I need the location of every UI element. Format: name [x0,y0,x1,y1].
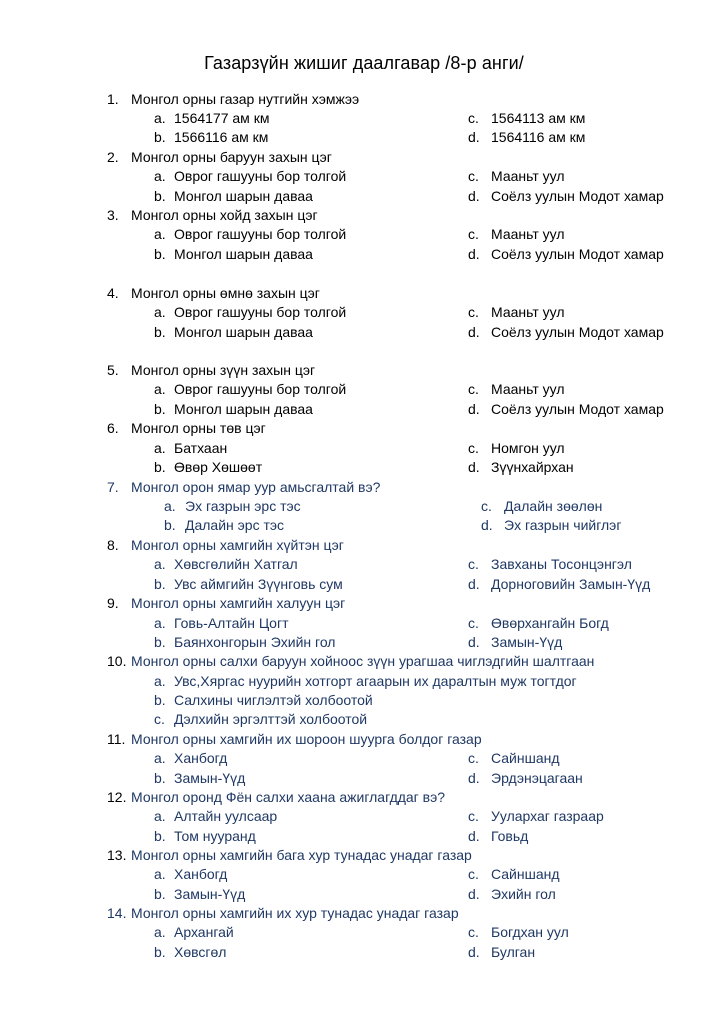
question-text: Монгол орны хамгийн хүйтэн цэг [131,537,344,553]
option-text: Дэлхийн эргэлттэй холбоотой [174,711,368,727]
option-text: Эхийн гол [491,886,556,902]
question-1 [0,91,728,111]
question-text: Монгол орны төв цэг [131,420,266,436]
option-text: Далайн эрс тэс [185,517,285,533]
option-letter: a. [154,556,166,572]
option-row [0,924,728,944]
option-letter: c. [468,226,479,242]
option-letter: d. [468,886,480,902]
option-text: Увс аймгийн Зүүнговь сум [174,576,343,592]
option-letter: c. [468,808,479,824]
option-letter: b. [154,401,166,417]
option-text: Архангай [174,924,234,940]
question-number: 5. [107,362,119,378]
question-number: 7. [107,479,119,495]
option-text: 1564177 ам км [174,110,270,126]
question-text: Монгол орны зүүн захын цэг [131,362,316,378]
question-number: 1. [107,91,119,107]
question-text: Монгол оронд Фён салхи хаана ажиглагддаг вэ? [131,789,446,805]
option-row [0,188,728,208]
option-letter: c. [481,498,492,514]
question-text: Монгол орны хойд захын цэг [131,207,318,223]
option-text: Эх газрын эрс тэс [185,498,301,514]
option-text: Алтайн уулсаар [174,808,278,824]
question-text: Монгол орны хамгийн бага хур тунадас унадаг газар [131,847,472,863]
option-text: Соёлз уулын Модот хамар [491,401,664,417]
option-row [0,440,728,460]
question-number: 14. [107,905,127,921]
question-7 [0,479,728,499]
option-row [0,556,728,576]
question-11 [0,731,728,751]
option-text: Мааньт уул [491,226,565,242]
option-text: 1566116 ам км [174,129,269,145]
option-text: Монгол шарын даваа [174,246,313,262]
option-letter: b. [154,129,166,145]
option-row [0,246,728,266]
option-text: Монгол шарын даваа [174,401,313,417]
question-text: Монгол орны өмнө захын цэг [131,285,320,301]
question-4 [0,285,728,305]
option-letter: d. [468,634,480,650]
question-text: Монгол орны газар нутгийн хэмжээ [131,91,360,107]
question-5 [0,362,728,382]
option-letter: c. [468,615,479,631]
option-text: Соёлз уулын Модот хамар [491,246,664,262]
option-letter: c. [468,866,479,882]
option-row [0,381,728,401]
question-number: 6. [107,420,119,436]
option-text: Монгол шарын даваа [174,188,313,204]
option-letter: c. [154,711,165,727]
question-14 [0,905,728,925]
question-number: 8. [107,537,119,553]
option-row [0,828,728,848]
option-row [0,459,728,479]
option-letter: d. [468,129,480,145]
option-text: Өвөр Хөшөөт [174,459,263,475]
option-text: Говьд [491,828,529,844]
option-letter: c. [468,440,479,456]
option-letter: c. [468,924,479,940]
option-text: Булган [491,944,536,960]
option-row [0,168,728,188]
option-letter: a. [154,924,166,940]
option-text: Батхаан [174,440,228,456]
option-letter: c. [468,750,479,766]
option-letter: d. [468,188,480,204]
option-row [0,401,728,421]
option-letter: a. [164,498,176,514]
question-text: Монгол орны хамгийн их шороон шуурга болдог газар [131,731,482,747]
option-row [0,576,728,596]
option-text: Мааньт уул [491,381,565,397]
option-row [0,673,728,693]
question-number: 3. [107,207,119,223]
option-row [0,750,728,770]
option-row [0,944,728,964]
question-text: Монгол орны хамгийн их хур тунадас унадаг газар [131,905,459,921]
option-letter: a. [154,226,166,242]
option-letter: b. [154,828,166,844]
option-letter: b. [154,246,166,262]
option-letter: a. [154,808,166,824]
option-text: Салхины чиглэлтэй холбоотой [174,692,373,708]
option-letter: a. [154,866,166,882]
option-text: Хөвсгөл [174,944,227,960]
option-row [0,517,728,537]
question-number: 2. [107,149,119,165]
question-9 [0,595,728,615]
option-letter: b. [154,188,166,204]
question-number: 4. [107,285,119,301]
option-text: Сайншанд [491,750,560,766]
option-letter: d. [468,944,480,960]
question-3 [0,207,728,227]
option-letter: b. [154,634,166,650]
question-10 [0,653,728,673]
option-text: Увс,Хяргас нуурийн хотгорт агаарын их даралтын муж тогтдог [174,673,577,689]
option-text: Сайншанд [491,866,560,882]
option-letter: c. [468,110,479,126]
option-text: Номгон уул [491,440,565,456]
option-text: Зүүнхайрхан [491,459,574,475]
question-number: 9. [107,595,119,611]
option-row [0,866,728,886]
option-text: Соёлз уулын Модот хамар [491,188,664,204]
option-text: Замын-Үүд [491,634,563,650]
option-row [0,129,728,149]
option-letter: c. [468,381,479,397]
option-letter: b. [154,459,166,475]
option-text: Замын-Үүд [174,770,246,786]
option-letter: a. [154,304,166,320]
option-letter: b. [154,692,166,708]
option-row [0,615,728,635]
option-letter: b. [154,944,166,960]
option-text: Ханбогд [174,866,228,882]
option-text: Богдхан уул [491,924,569,940]
option-row [0,324,728,344]
option-text: Мааньт уул [491,168,565,184]
option-row [0,808,728,828]
question-13 [0,847,728,867]
question-text: Монгол орон ямар уур амьсгалтай вэ? [131,479,381,495]
option-letter: c. [468,168,479,184]
option-text: Дорноговийн Замын-Үүд [491,576,651,592]
question-6 [0,420,728,440]
option-text: Эх газрын чийглэг [504,517,622,533]
question-number: 13. [107,847,127,863]
question-number: 11. [107,731,126,747]
option-letter: b. [154,770,166,786]
option-text: Оврог гашууны бор толгой [174,381,347,397]
option-text: Том нууранд [174,828,256,844]
question-8 [0,537,728,557]
option-row [0,110,728,130]
option-text: Баянхонгорын Эхийн гол [174,634,336,650]
option-text: Оврог гашууны бор толгой [174,226,347,242]
option-letter: d. [468,459,480,475]
option-text: Далайн зөөлөн [504,498,603,514]
option-row [0,634,728,654]
option-letter: a. [154,168,166,184]
question-text: Монгол орны салхи баруун хойноос зүүн урагшаа чиглэдгийн шалтгаан [131,653,595,669]
option-letter: b. [154,886,166,902]
option-letter: a. [154,110,166,126]
option-letter: a. [154,381,166,397]
option-row [0,711,728,731]
option-text: Оврог гашууны бор толгой [174,304,347,320]
option-text: Эрдэнэцагаан [491,770,583,786]
question-number: 10. [107,653,127,669]
option-text: Хөвсгөлийн Хатгал [174,556,298,572]
option-text: Уулархаг газраар [491,808,604,824]
option-letter: a. [154,750,166,766]
option-text: Ханбогд [174,750,228,766]
option-row [0,692,728,712]
option-text: Говь-Алтайн Цогт [174,615,289,631]
option-letter: d. [468,828,480,844]
option-letter: a. [154,440,166,456]
option-row [0,770,728,790]
option-letter: b. [164,517,176,533]
question-text: Монгол орны хамгийн халуун цэг [131,595,346,611]
option-row [0,498,728,518]
question-text: Монгол орны баруун захын цэг [131,149,332,165]
option-text: 1564113 ам км [491,110,586,126]
question-12 [0,789,728,809]
option-letter: d. [468,770,480,786]
option-letter: d. [468,246,480,262]
option-letter: d. [468,324,480,340]
option-text: Оврог гашууны бор толгой [174,168,347,184]
option-letter: d. [468,401,480,417]
option-text: Өвөрхангайн Богд [491,615,609,631]
option-letter: d. [468,576,480,592]
option-letter: c. [468,304,479,320]
option-text: Мааньт уул [491,304,565,320]
option-letter: b. [154,576,166,592]
question-2 [0,149,728,169]
option-letter: b. [154,324,166,340]
option-letter: a. [154,673,166,689]
option-row [0,304,728,324]
option-row [0,226,728,246]
option-letter: d. [481,517,493,533]
option-text: Замын-Үүд [174,886,246,902]
option-text: Соёлз уулын Модот хамар [491,324,664,340]
option-letter: c. [468,556,479,572]
option-row [0,886,728,906]
option-letter: a. [154,615,166,631]
option-text: Завханы Тосонцэнгэл [491,556,632,572]
document-title: Газарзүйн жишиг даалгавар /8-р анги/ [204,53,524,73]
question-number: 12. [107,789,127,805]
option-text: 1564116 ам км [491,129,586,145]
option-text: Монгол шарын даваа [174,324,313,340]
